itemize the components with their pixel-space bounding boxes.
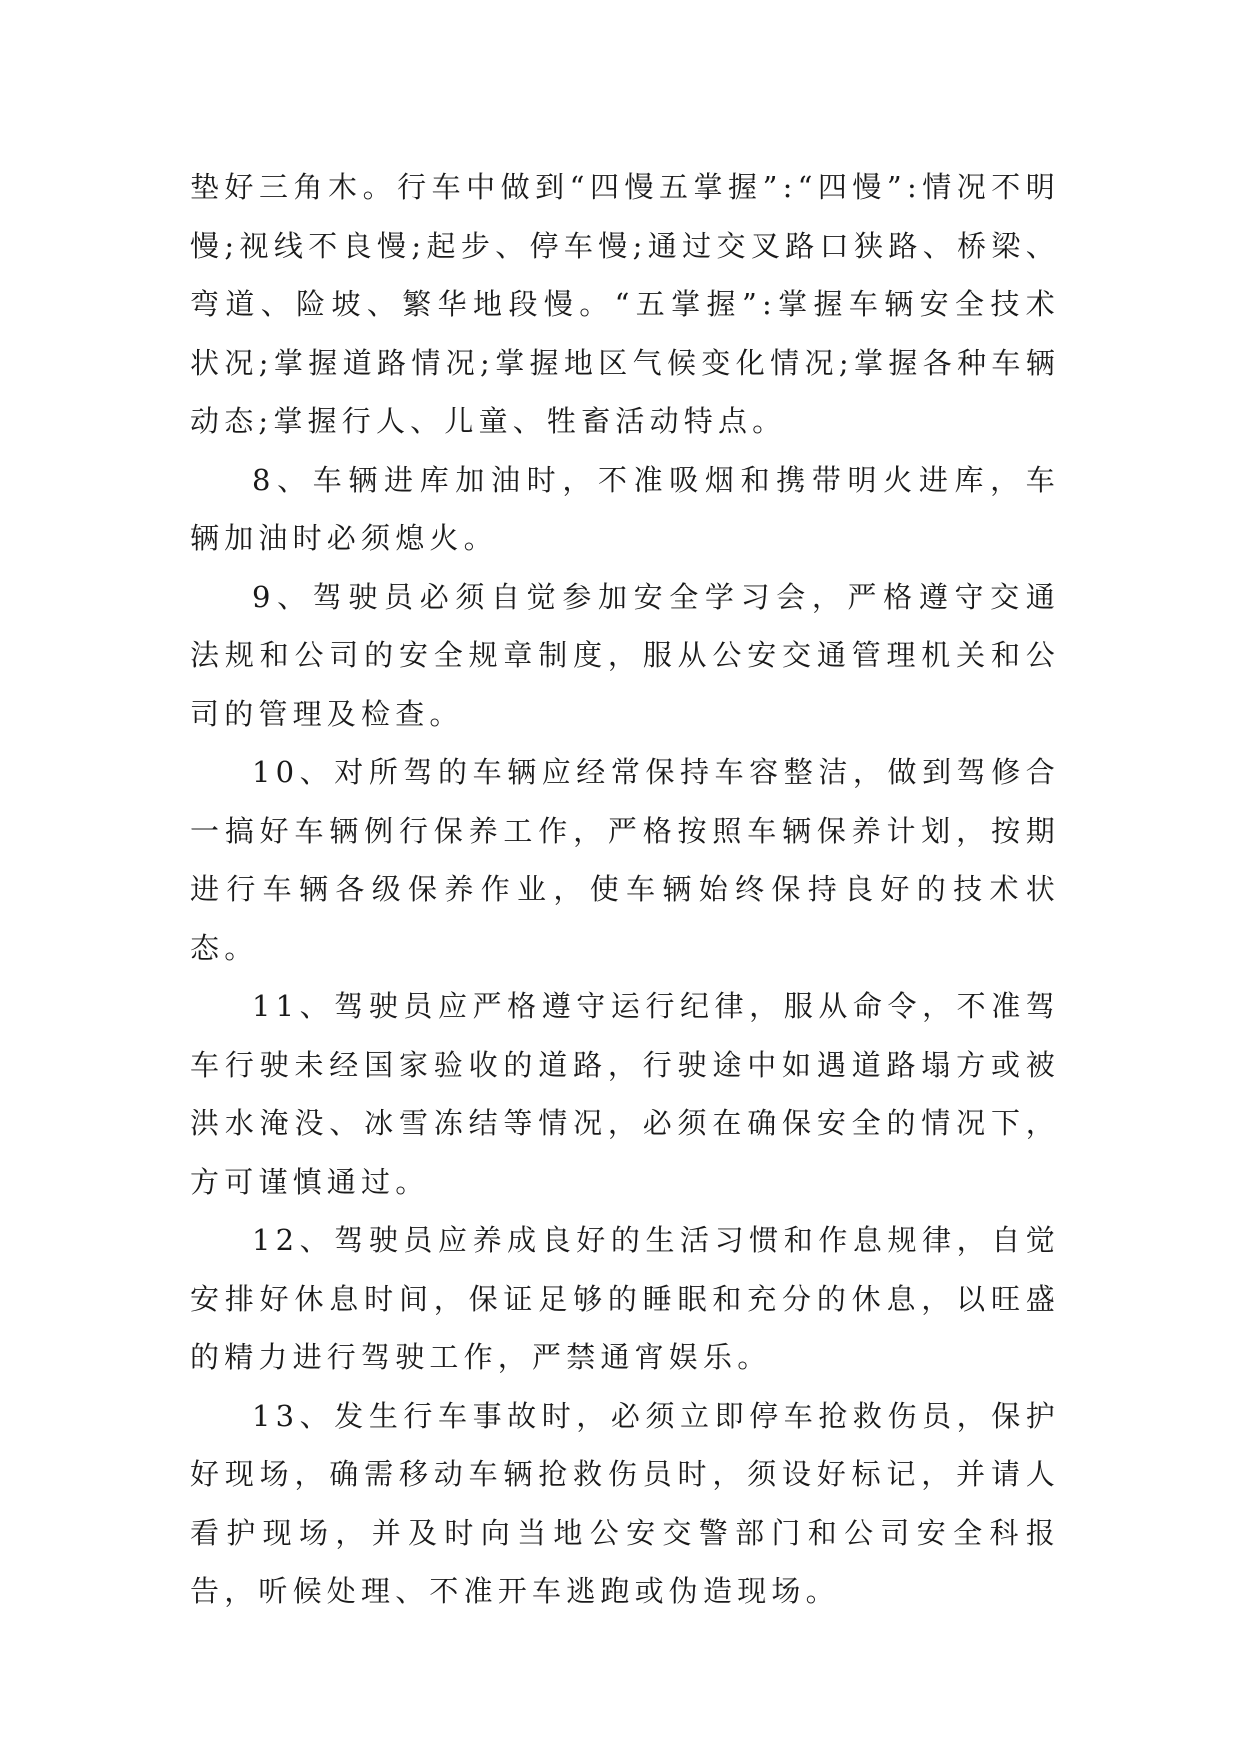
paragraph-continuation: 垫好三角木。行车中做到“四慢五掌握”:“四慢”:情况不明慢;视线不良慢;起步、停车慢;通过交叉路口狭路、桥梁、弯道、险坡、繁华地段慢。“五掌握”:掌握车辆安全技术状况;掌握道路情况;掌握地区气候变化情况;掌握各种车辆动态;掌握行人、儿童、牲畜活动特点。: [190, 170, 1060, 438]
paragraph-rule-11: 11、驾驶员应严格遵守运行纪律，服从命令，不准驾车行驶未经国家验收的道路，行驶途中如遇道路塌方或被洪水淹没、冰雪冻结等情况，必须在确保安全的情况下，方可谨慎通过。: [190, 989, 1060, 1199]
document-body: [190, 158, 1060, 1621]
paragraph-rule-8: 8、车辆进库加油时，不准吸烟和携带明火进库，车辆加油时必须熄火。: [190, 462, 1060, 555]
paragraph-rule-9: 9、驾驶员必须自觉参加安全学习会，严格遵守交通法规和公司的安全规章制度，服从公安交通管理机关和公司的管理及检查。: [190, 579, 1060, 731]
paragraph-rule-10: 10、对所驾的车辆应经常保持车容整洁，做到驾修合一搞好车辆例行保养工作，严格按照车辆保养计划，按期进行车辆各级保养作业，使车辆始终保持良好的技术状态。: [190, 755, 1060, 965]
paragraph-rule-12: 12、驾驶员应养成良好的生活习惯和作息规律，自觉安排好休息时间，保证足够的睡眠和充分的休息，以旺盛的精力进行驾驶工作，严禁通宵娱乐。: [190, 1223, 1060, 1374]
paragraph-rule-13: 13、发生行车事故时，必须立即停车抢救伤员，保护好现场，确需移动车辆抢救伤员时，须设好标记，并请人看护现场，并及时向当地公安交警部门和公司安全科报告，听候处理、不准开车逃跑或伪造现场。: [190, 1398, 1060, 1608]
